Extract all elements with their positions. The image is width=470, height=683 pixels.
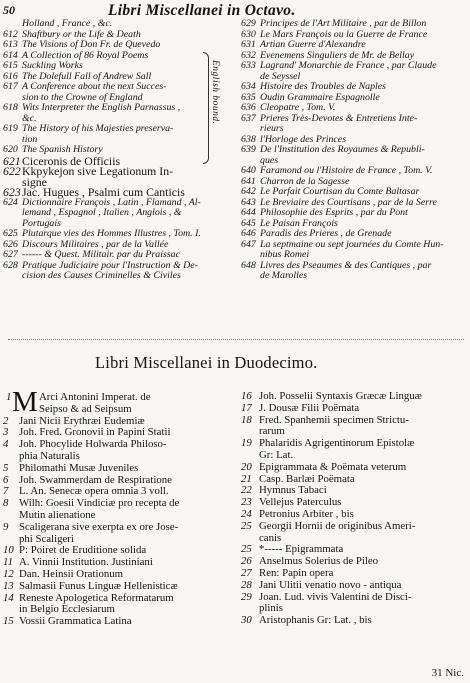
entry-number: 621 <box>3 153 21 168</box>
entry-number: 21 <box>241 472 252 485</box>
entry-number: 10 <box>3 544 14 557</box>
entry-number: 4 <box>3 438 9 451</box>
entry-title: Casp. Barlæi Poëmata <box>259 472 355 485</box>
entry-title: Cleopatre , Tom. V. <box>260 102 336 113</box>
entry-title: Prieres Très-Devotes & Entretiens Inte- <box>260 112 418 124</box>
entry-title: Joh. Swammerdam de Respiratione <box>19 473 172 486</box>
entry-title: canis <box>259 531 282 544</box>
entry-title: Joan. Lud. vivis Valentini de Disci- <box>259 590 412 603</box>
entry-number: 16 <box>241 390 252 402</box>
entry-title: de Seyssel <box>260 70 301 82</box>
entry-title: *----- Epigrammata <box>259 543 344 556</box>
entry-number: 12 <box>3 567 14 580</box>
entry-number: 648 <box>241 259 256 271</box>
entry-title: The Spanish History <box>22 144 103 155</box>
entry-title: Le Breviaire des Courtisans , par de la Serre <box>260 196 437 208</box>
entry-title: Discours Militaires , par de la Vallée <box>22 238 169 250</box>
entry-number: 644 <box>241 207 256 218</box>
entry-number: 645 <box>241 217 256 229</box>
entry-title: Charron de la Sagesse <box>260 175 350 187</box>
entry-title: Livres des Pseaumes & des Cantiques , par <box>260 259 432 271</box>
entry-number: 9 <box>3 520 9 533</box>
entry-number: 615 <box>3 60 18 71</box>
entry-title: phi Scaligeri <box>19 532 74 545</box>
entry-title: Suckling Works <box>22 60 83 71</box>
entry-title: The Dolefull Fall of Andrew Sall <box>22 70 152 82</box>
entry-title: Dictionnaire François , Latin , Flamand , Al- <box>22 196 201 208</box>
catalogue-entry <box>3 208 229 219</box>
entry-number: 25 <box>241 519 252 532</box>
entry-number: 636 <box>241 102 256 113</box>
entry-title: Wits Interpreter the English Parnassus , <box>22 102 181 113</box>
entry-title: Joh. Posselii Syntaxis Græcæ Linguæ <box>259 390 422 402</box>
entry-title: Lagrand' Monarchie de France , par Claude <box>260 60 437 71</box>
catalogue-entry <box>241 187 466 198</box>
section-title-octavo: Libri Miscellanei in Octavo. <box>108 2 296 19</box>
entry-title: Jani Ulitii venatio novo - antiqua <box>259 578 402 591</box>
catalogue-entry <box>3 463 227 475</box>
entry-title: J. Dousæ Filii Poëmata <box>259 401 360 414</box>
catalogue-entry <box>241 82 466 93</box>
catalogue-entry <box>241 580 467 592</box>
entry-number: 15 <box>3 615 14 628</box>
entry-title: Le Mars François ou la Guerre de France <box>260 28 428 40</box>
entry-number: 18 <box>241 413 252 426</box>
catalogue-entry <box>3 581 227 593</box>
entry-number: 616 <box>3 70 18 82</box>
entry-number: 17 <box>241 401 252 414</box>
duodecimo-right-column <box>241 391 467 627</box>
entry-number: 618 <box>3 102 18 113</box>
entry-title: Principes de l'Art Militaire , par de Billon <box>260 18 427 29</box>
catalogue-entry <box>241 271 466 282</box>
section-divider <box>8 339 464 340</box>
entry-number: 620 <box>3 144 18 155</box>
entry-title: Shaftbury or the Life & Death <box>22 28 141 40</box>
entry-title: &c. <box>22 112 37 124</box>
entry-title: Paradis des Prieres , de Grenade <box>260 228 392 239</box>
catalogue-entry <box>241 403 467 415</box>
entry-title: ------ & Quest. Militair. par du Praissac <box>22 249 180 260</box>
entry-number: 19 <box>241 437 252 450</box>
entry-number: 5 <box>3 461 9 474</box>
entry-number: 619 <box>3 123 18 134</box>
duodecimo-left-column <box>3 392 227 628</box>
brace-label: English bound. <box>210 60 220 125</box>
entry-title: Epigrammata & Poëmata veterum <box>259 460 407 473</box>
entry-number: 2 <box>3 414 9 427</box>
entry-number: 7 <box>3 485 9 498</box>
catalogue-entry <box>3 616 227 628</box>
catalogue-entry <box>241 145 466 156</box>
entry-number: 632 <box>241 49 256 61</box>
entry-number: 623 <box>3 185 21 199</box>
entry-title: Salmasii Funus Linguæ Hellenisticæ <box>19 579 178 592</box>
entry-title: Jani Nicii Erythræi Eudemiæ <box>19 414 145 427</box>
entry-number: 30 <box>241 614 252 627</box>
entry-title: Seipso & ad Seipsum <box>39 402 132 415</box>
entry-title: Petronius Arbiter , bis <box>259 507 354 520</box>
entry-number: 28 <box>241 578 252 591</box>
catalogue-entry <box>3 124 229 135</box>
entry-number: 630 <box>241 28 256 40</box>
catchword: 31 Nic. <box>431 667 464 679</box>
catalogue-entry <box>3 271 229 282</box>
entry-title: plinis <box>259 602 283 615</box>
entry-title: Le Parfait Courtisan du Comte Baltasar <box>260 186 420 197</box>
catalogue-entry <box>241 615 467 627</box>
entry-title: Georgii Hornii de originibus Ameri- <box>259 519 416 532</box>
entry-title: Philomathi Musæ Juveniles <box>19 461 139 474</box>
entry-number: 29 <box>241 590 252 603</box>
entry-number: 628 <box>3 259 18 271</box>
catalogue-entry <box>3 229 229 240</box>
entry-title: Artian Guerre d'Alexandre <box>260 39 366 50</box>
catalogue-entry <box>3 19 229 30</box>
entry-title: Fred. Spanhemii specimen Strictu- <box>259 413 409 426</box>
entry-number: 640 <box>241 165 256 176</box>
entry-title: Ciceronis de Officiis <box>22 153 121 168</box>
entry-title: Pratique Judiciaire pour l'Instruction & De- <box>22 259 198 271</box>
entry-title: Reneste Apologetica Reformatarum <box>19 591 174 604</box>
entry-number: 20 <box>241 460 252 473</box>
entry-title: A Conference about the next Succes- <box>22 81 167 92</box>
entry-number: 25 <box>241 543 252 556</box>
catalogue-entry <box>241 208 466 219</box>
entry-number: 625 <box>3 228 18 239</box>
entry-title: Joh. Phocylide Holwarda Philoso- <box>19 438 167 451</box>
catalogue-entry <box>241 521 467 533</box>
entry-number: 14 <box>3 591 14 604</box>
entry-number: 622 <box>3 164 21 178</box>
entry-title: Phalaridis Agrigentinorum Epistolæ <box>259 437 415 450</box>
entry-title: signe <box>22 174 47 189</box>
octavo-right-column <box>241 19 466 282</box>
entry-number: 614 <box>3 49 18 61</box>
entry-title: rieurs <box>260 123 284 134</box>
entry-title: nibus Romei <box>260 249 310 260</box>
entry-title: tion <box>22 133 38 145</box>
catalogue-entry <box>3 187 229 198</box>
page-number: 50 <box>3 3 15 17</box>
entry-number: 627 <box>3 249 18 260</box>
catalogue-entry <box>241 103 466 114</box>
entry-number: 633 <box>241 60 256 71</box>
entry-title: Le Paisan François <box>260 217 338 229</box>
entry-title: Faramond ou l'Histoire de France , Tom. V. <box>260 165 433 176</box>
catalogue-entry <box>241 462 467 474</box>
catalogue-entry <box>3 510 227 522</box>
entry-title: Wilh: Goesii Vindiciæ pro recepta de <box>19 497 180 510</box>
octavo-left-column <box>3 19 229 282</box>
entry-title: A. Vinnii Institution. Justiniani <box>19 556 153 569</box>
catalogue-entry <box>241 568 467 580</box>
entry-title: Gr: Lat. <box>259 448 294 461</box>
catalogue-entry <box>3 61 229 72</box>
catalogue-entry <box>241 40 466 51</box>
entry-number: 635 <box>241 91 256 103</box>
entry-title: Anselmus Solerius de Pileo <box>259 555 379 568</box>
entry-title: Dan. Heinsii Orationum <box>19 567 124 580</box>
catalogue-entry <box>241 250 466 261</box>
catalogue-entry <box>241 61 466 72</box>
entry-title: phia Naturalis <box>19 449 80 462</box>
entry-number: 22 <box>241 484 252 497</box>
entry-number: 629 <box>241 18 256 29</box>
catalogue-entry <box>241 166 466 177</box>
entry-title: cision des Causes Criminelles & Civiles <box>22 270 181 281</box>
entry-title: A Collection of 86 Royal Poems <box>22 49 149 61</box>
entry-number: 643 <box>241 196 256 208</box>
entry-title: Portugais <box>22 217 61 229</box>
entry-number: 626 <box>3 238 18 250</box>
entry-number: 26 <box>241 555 252 568</box>
entry-number: 646 <box>241 228 256 239</box>
entry-title: Mutin alienatione <box>19 508 96 521</box>
entry-number: 3 <box>3 426 9 439</box>
drop-cap: M <box>12 386 38 418</box>
entry-number: 647 <box>241 238 256 250</box>
entry-number: 11 <box>3 556 13 569</box>
entry-title: Plutarque vies des Hommes Illustres , Tom. I. <box>22 228 201 239</box>
catalogue-entry <box>3 451 227 463</box>
entry-title: de Marolles <box>260 270 308 281</box>
entry-number: 638 <box>241 133 256 145</box>
entry-number: 639 <box>241 144 256 155</box>
entry-title: Vossii Grammatica Latina <box>19 615 132 628</box>
entry-number: 631 <box>241 39 256 50</box>
catalogue-entry <box>3 40 229 51</box>
entry-title: Vellejus Paterculus <box>259 496 342 509</box>
entry-number: 612 <box>3 28 18 40</box>
entry-title: Aristophanis Gr: Lat. , bis <box>259 614 372 627</box>
entry-number: 27 <box>241 566 252 579</box>
entry-title: De l'Institution des Royaumes & Republi- <box>260 144 425 155</box>
entry-title: Arci Antonini Imperat. de <box>39 391 151 403</box>
entry-number: 6 <box>3 473 9 486</box>
entry-title: The Visions of Don Fr. de Quevedo <box>22 39 161 50</box>
entry-title: Jac. Hugues , Psalmi cum Canticis <box>22 185 185 199</box>
catalogue-entry <box>241 124 466 135</box>
entry-title: Hymnus Tabaci <box>259 484 327 497</box>
entry-title: Kkpykejon sive Legationum In- <box>22 164 174 178</box>
entry-title: Scaligerana sive exerpta ex ore Jose- <box>19 520 179 533</box>
catalogue-entry <box>3 82 229 93</box>
entry-title: Holland , France , &c. <box>22 18 113 29</box>
entry-title: rarum <box>259 425 285 438</box>
entry-title: sion to the Crowne of England <box>22 91 143 103</box>
entry-number: 624 <box>3 196 18 208</box>
entry-number: 24 <box>241 507 252 520</box>
catalogue-entry <box>3 522 227 534</box>
entry-title: l'Horloge des Princes <box>260 133 347 145</box>
catalogue-entry <box>241 19 466 30</box>
entry-title: ques <box>260 154 279 166</box>
entry-number: 1 <box>6 391 12 403</box>
entry-number: 613 <box>3 39 18 50</box>
section-title-duodecimo: Libri Miscellanei in Duodecimo. <box>95 353 318 372</box>
catalogue-entry <box>3 569 227 581</box>
entry-title: P: Poiret de Eruditione solida <box>19 544 147 557</box>
catalogue-entry <box>241 450 467 462</box>
entry-title: Evenemens Singuliers de Mr. de Bellay <box>260 49 415 61</box>
entry-title: Joh. Fred. Gronovii in Papini Statii <box>19 426 171 439</box>
catalogue-entry <box>241 229 466 240</box>
entry-title: Oudin Grammaire Espagnolle <box>260 91 380 103</box>
entry-title: Ren: Papin opera <box>259 566 334 579</box>
entry-title: Histoire des Troubles de Naples <box>260 81 386 92</box>
entry-number: 634 <box>241 81 256 92</box>
entry-number: 637 <box>241 112 256 124</box>
entry-number: 617 <box>3 81 18 92</box>
catalogue-entry <box>241 509 467 521</box>
catalogue-entry <box>3 250 229 261</box>
entry-title: Philosophie des Esprits , par du Pont <box>260 207 408 218</box>
entry-title: in Belgio Ecclesiarum <box>19 603 115 616</box>
entry-number: 641 <box>241 175 256 187</box>
entry-title: L. An. Senecæ opera omnia 3 voll. <box>19 485 169 498</box>
entry-number: 8 <box>3 497 9 510</box>
entry-number: 23 <box>241 496 252 509</box>
entry-title: The History of his Majesties preserva- <box>22 123 174 134</box>
entry-title: lemand , Espagnol , Italien , Anglois , & <box>22 207 182 218</box>
entry-number: 13 <box>3 579 14 592</box>
catalogue-entry <box>3 103 229 114</box>
entry-title: La septmaine ou sept journées du Comte Hun- <box>260 238 444 250</box>
entry-number: 642 <box>241 186 256 197</box>
